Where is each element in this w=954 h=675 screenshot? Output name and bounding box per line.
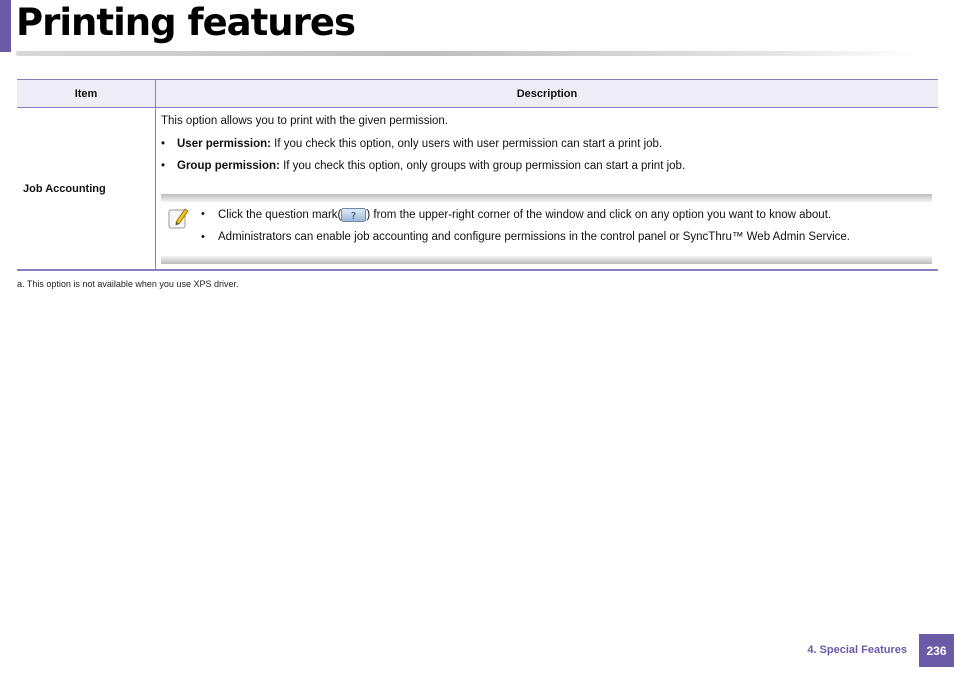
feature-table <box>17 79 938 271</box>
header-description: Description <box>516 87 578 100</box>
page-number: 236 <box>919 634 954 667</box>
title-accent-bar <box>0 0 11 52</box>
row-description <box>156 108 938 269</box>
bullet-term: Group permission: <box>177 160 280 172</box>
page-title: Printing features <box>16 1 356 44</box>
footnote: a. This option is not available when you use XPS driver. <box>17 279 239 289</box>
note-top-rule <box>161 194 932 202</box>
note-text-after: ) from the upper-right corner of the window and click on any option you want to know about. <box>366 209 832 222</box>
note-box <box>161 194 932 264</box>
bullet-text: If you check this option, only groups with group permission can start a print job. <box>279 160 686 172</box>
note-pencil-icon <box>168 206 190 230</box>
header-item: Item <box>17 80 156 107</box>
bullet-dot: • <box>201 208 205 220</box>
bullet-dot: • <box>201 231 205 243</box>
note-text: Administrators can enable job accounting and configure permissions in the control panel or SyncThru™ Web Admin Service. <box>218 231 850 243</box>
bullet-dot: • <box>161 160 166 172</box>
table-row <box>17 108 938 269</box>
footer-section-label: 4. Special Features <box>807 644 907 656</box>
note-bottom-rule <box>161 256 932 264</box>
note-text-before: Click the question mark( <box>218 209 342 222</box>
bullet-term: User permission: <box>177 138 271 150</box>
bullet-dot: • <box>161 138 166 150</box>
description-intro: This option allows you to print with the given permission. <box>161 115 449 127</box>
row-item-job-accounting: Job Accounting <box>17 108 156 269</box>
title-underline <box>16 51 916 56</box>
question-mark-button-icon <box>341 208 366 222</box>
svg-text:?: ? <box>351 211 357 222</box>
table-header-row <box>17 80 938 108</box>
bullet-text: If you check this option, only users with user permission can start a print job. <box>270 138 663 150</box>
